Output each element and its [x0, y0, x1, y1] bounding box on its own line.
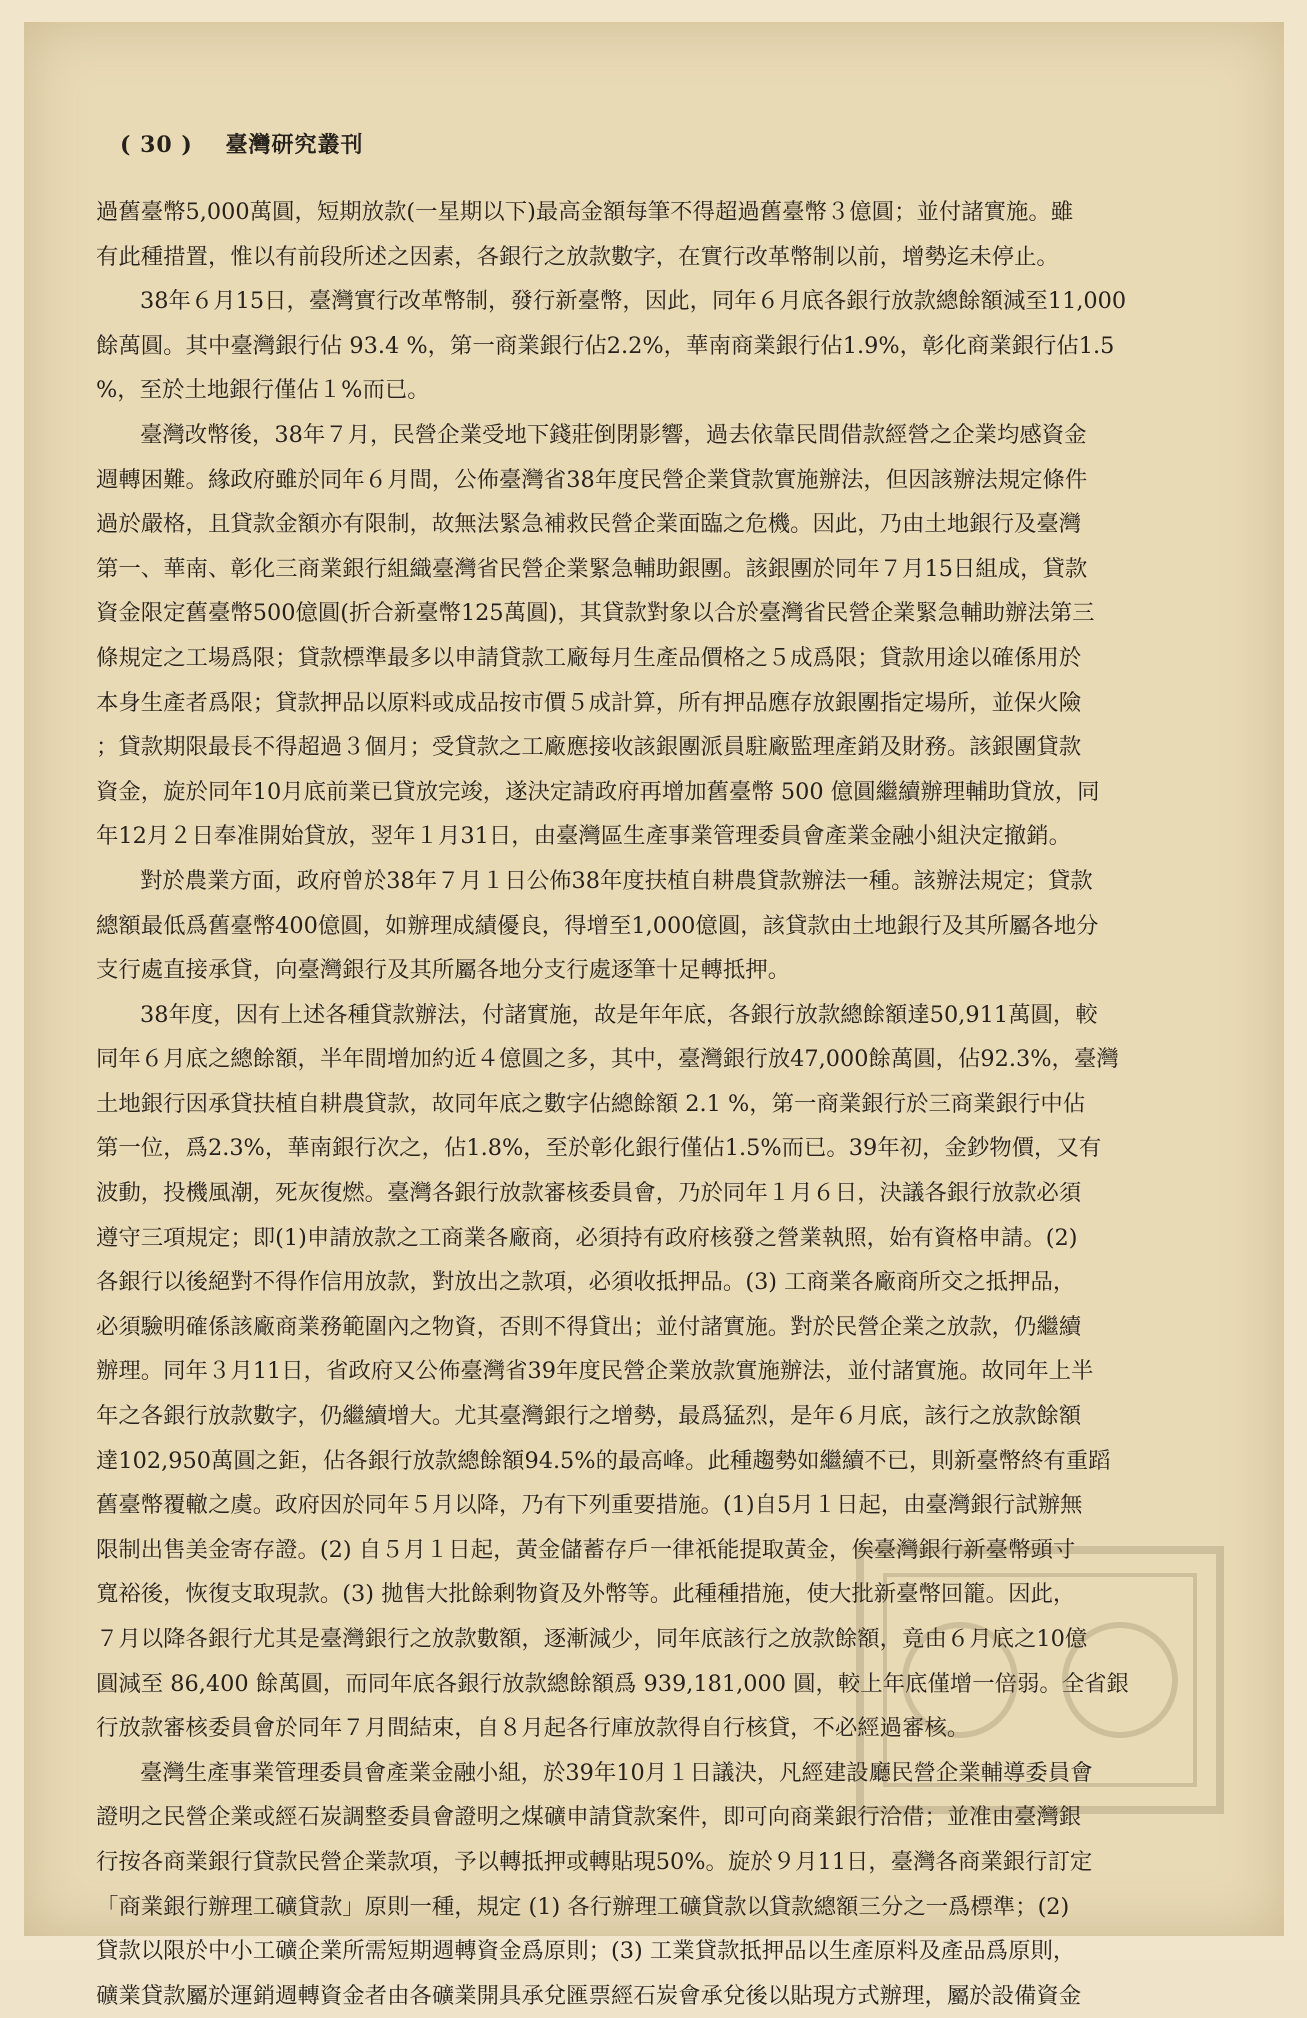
paragraph [96, 279, 1201, 413]
text-line: 土地銀行因承貸扶植自耕農貸款，故同年底之數字佔總餘額 2.1 %，第一商業銀行於三商業銀行中佔 [96, 1090, 1086, 1117]
paragraph [96, 993, 1201, 1751]
journal-title: 臺灣研究叢刊 [225, 132, 364, 158]
text-line: 同年６月底之總餘額，半年間增加約近４億圓之多，其中，臺灣銀行放47,000餘萬圓，佔92.3%，臺灣 [96, 1046, 1119, 1073]
text-line: ；貸款期限最長不得超過３個月；受貸款之工廠應接收該銀團派員駐廠監理產銷及財務。該銀團貸款 [96, 734, 1082, 761]
text-line: 證明之民營企業或經石炭調整委員會證明之煤礦申請貸款案件，即可向商業銀行洽借；並准由臺灣銀 [96, 1804, 1082, 1831]
text-line: 各銀行以後絕對不得作信用放款，對放出之款項，必須收抵押品。(3) 工商業各廠商所交之抵押品， [96, 1269, 1076, 1296]
text-line: 本身生產者爲限；貸款押品以原料或成品按市價５成計算，所有押品應存放銀團指定場所，並保火險 [96, 689, 1082, 716]
page-header [120, 128, 363, 159]
text-line: 寬裕後，恢復支取現款。(3) 拋售大批餘剩物資及外幣等。此種種措施，使大批新臺幣回籠。因此， [96, 1581, 1076, 1608]
paragraph [96, 859, 1201, 993]
text-line: 行按各商業銀行貸款民營企業款項，予以轉抵押或轉貼現50%。旋於９月11日，臺灣各商業銀行訂定 [96, 1848, 1093, 1875]
text-line: 波動，投機風潮，死灰復燃。臺灣各銀行放款審核委員會，乃於同年１月６日，決議各銀行放款必須 [96, 1180, 1082, 1207]
text-line: 圓減至 86,400 餘萬圓，而同年底各銀行放款總餘額爲 939,181,000 圓，較上年底僅增一倍弱。全省銀 [96, 1670, 1129, 1697]
text-line: 對於農業方面，政府曾於38年７月１日公佈38年度扶植自耕農貸款辦法一種。該辦法規定；貸款 [140, 867, 1093, 894]
paragraph [96, 1751, 1201, 2018]
text-line: 限制出售美金寄存證。(2) 自５月１日起，黃金儲蓄存戶一律祇能提取黃金，俟臺灣銀行新臺幣頭寸 [96, 1536, 1076, 1563]
text-line: 「商業銀行辦理工礦貸款」原則一種，規定 (1) 各行辦理工礦貸款以貸款總額三分之一爲標準；(2) [96, 1893, 1070, 1920]
text-line: %，至於土地銀行僅佔１%而已。 [96, 377, 430, 404]
paragraph [96, 190, 1201, 279]
paragraph [96, 413, 1201, 859]
text-line: 過舊臺幣5,000萬圓，短期放款(一星期以下)最高金額每筆不得超過舊臺幣３億圓；並付諸實施。雖 [96, 199, 1074, 225]
text-line: 第一位，爲2.3%，華南銀行次之，佔1.8%，至於彰化銀行僅佔1.5%而已。39年初，金鈔物價，又有 [96, 1135, 1102, 1162]
text-line: 資金限定舊臺幣500億圓(折合新臺幣125萬圓)，其貸款對象以合於臺灣省民營企業緊急輔助辦法第三 [96, 600, 1095, 627]
text-line: 行放款審核委員會於同年７月間結束，自８月起各行庫放款得自行核貸，不必經過審核。 [96, 1715, 970, 1742]
text-line: 臺灣生產事業管理委員會產業金融小組，於39年10月１日議決，凡經建設廳民營企業輔導委員會 [140, 1759, 1093, 1786]
text-line: 遵守三項規定；即(1)申請放款之工商業各廠商，必須持有政府核發之營業執照，始有資格申請。(2) [96, 1224, 1078, 1251]
text-line: 資金，旋於同年10月底前業已貸放完竣，遂決定請政府再增加舊臺幣 500 億圓繼續辦理輔助貸放，同 [96, 778, 1100, 805]
page-number: ( 30 ) [120, 132, 193, 158]
text-line: 38年６月15日，臺灣實行改革幣制，發行新臺幣，因此，同年６月底各銀行放款總餘額減至11,000 [140, 288, 1127, 315]
text-line: 達102,950萬圓之鉅，佔各銀行放款總餘額94.5%的最高峰。此種趨勢如繼續不已，則新臺幣終有重蹈 [96, 1447, 1111, 1474]
text-line: 舊臺幣覆轍之虞。政府因於同年５月以降，乃有下列重要措施。(1)自5月１日起，由臺灣銀行試辦無 [96, 1492, 1083, 1519]
text-line: 礦業貸款屬於運銷週轉資金者由各礦業開具承兌匯票經石炭會承兌後以貼現方式辦理，屬於設備資金 [96, 1982, 1082, 2009]
text-line: 餘萬圓。其中臺灣銀行佔 93.4 %，第一商業銀行佔2.2%，華南商業銀行佔1.9%，彰化商業銀行佔1.5 [96, 332, 1115, 359]
text-line: 臺灣改幣後，38年７月，民營企業受地下錢莊倒閉影響，過去依靠民間借款經營之企業均感資金 [140, 421, 1087, 448]
text-line: 第一、華南、彰化三商業銀行組織臺灣省民營企業緊急輔助銀團。該銀團於同年７月15日組成，貸款 [96, 555, 1088, 582]
text-line: 年之各銀行放款數字，仍繼續增大。尤其臺灣銀行之增勢，最爲猛烈，是年６月底，該行之放款餘額 [96, 1403, 1082, 1430]
text-line: 38年度，因有上述各種貸款辦法，付諸實施，故是年年底，各銀行放款總餘額達50,911萬圓，較 [140, 1001, 1098, 1028]
text-line: 辦理。同年３月11日，省政府又公佈臺灣省39年度民營企業放款實施辦法，並付諸實施。故同年上半 [96, 1358, 1094, 1385]
text-line: ７月以降各銀行尤其是臺灣銀行之放款數額，逐漸減少，同年底該行之放款餘額，竟由６月底之10億 [96, 1626, 1088, 1652]
document-body [96, 190, 1201, 2018]
text-line: 週轉困難。緣政府雖於同年６月間，公佈臺灣省38年度民營企業貸款實施辦法，但因該辦法規定條件 [96, 466, 1088, 493]
text-line: 年12月２日奉准開始貸放，翌年１月31日，由臺灣區生產事業管理委員會產業金融小組決定撤銷。 [96, 823, 1071, 850]
text-line: 貸款以限於中小工礦企業所需短期週轉資金爲原則；(3) 工業貸款抵押品以生產原料及產品爲原則， [96, 1938, 1076, 1965]
text-line: 條規定之工場爲限；貸款標準最多以申請貸款工廠每月生產品價格之５成爲限；貸款用途以確係用於 [96, 644, 1082, 671]
text-line: 必須驗明確係該廠商業務範圍內之物資，否則不得貸出；並付諸實施。對於民營企業之放款，仍繼續 [96, 1313, 1082, 1340]
text-line: 總額最低爲舊臺幣400億圓，如辦理成績優良，得增至1,000億圓，該貸款由土地銀行及其所屬各地分 [96, 912, 1099, 939]
text-line: 有此種措置，惟以有前段所述之因素，各銀行之放款數字，在實行改革幣制以前，增勢迄未停止。 [96, 243, 1059, 270]
text-line: 過於嚴格，且貸款金額亦有限制，故無法緊急補救民營企業面臨之危機。因此，乃由土地銀行及臺灣 [96, 511, 1082, 538]
text-line: 支行處直接承貸，向臺灣銀行及其所屬各地分支行處逐筆十足轉抵押。 [96, 957, 791, 984]
